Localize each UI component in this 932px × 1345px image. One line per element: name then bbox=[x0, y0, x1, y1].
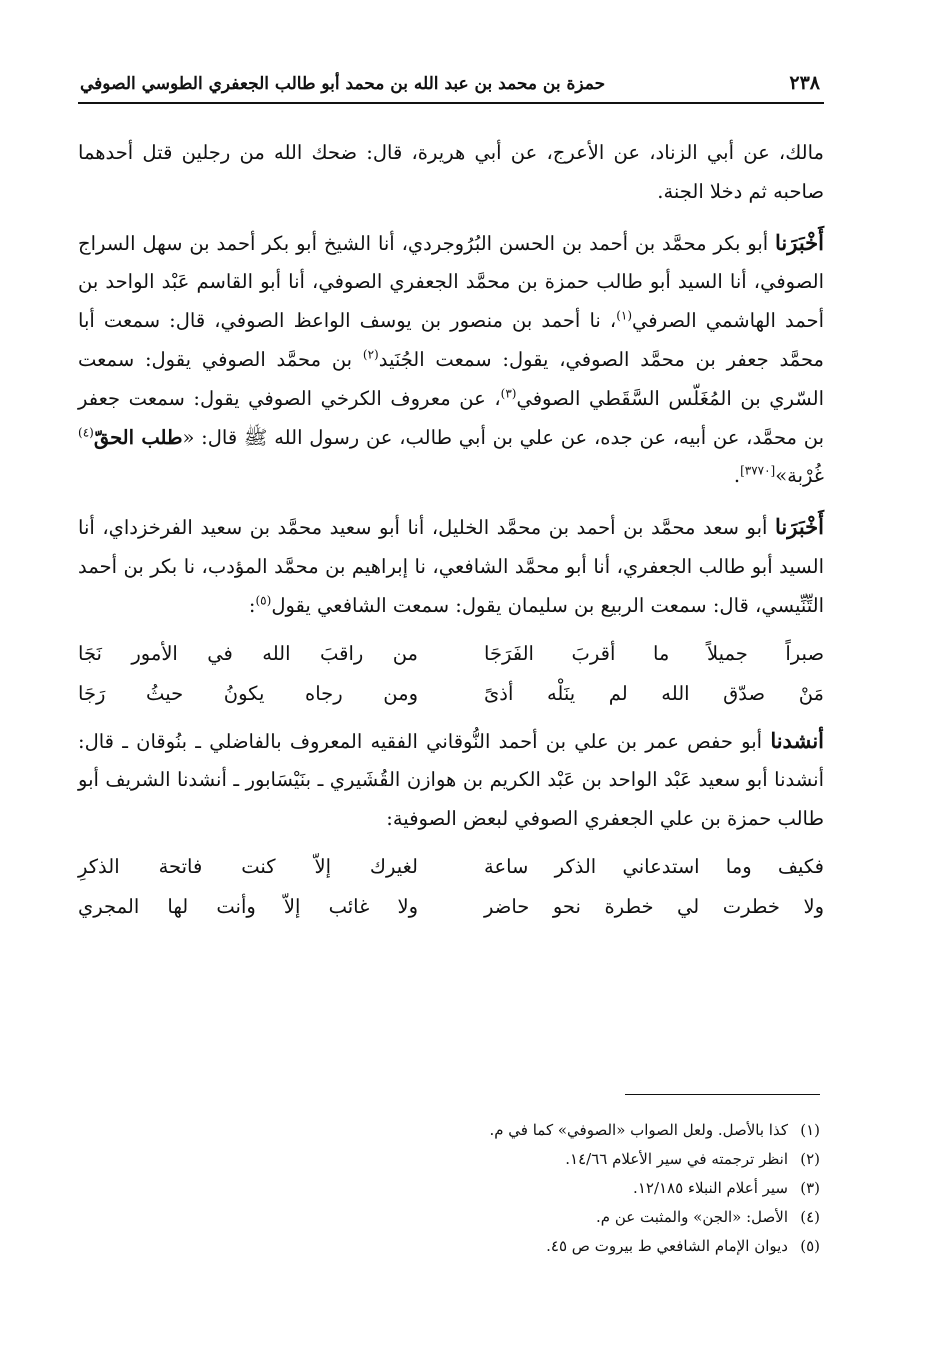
footnote-text: الأصل: «الجن» والمثبت عن م. bbox=[596, 1208, 788, 1226]
footnote-text: انظر ترجمته في سير الأعلام ١٤/٦٦. bbox=[565, 1150, 788, 1168]
footnote-number: (٢) bbox=[800, 1150, 820, 1168]
paragraph-2-text-a: أبو بكر محمَّد بن أحمد بن الحسن البُرُوجردي، أنا الشيخ أبو بكر أحمد بن سهل السراج الصوفي، أنا السيد أبو طالب حمزة بن محمَّد الجعفري الصوفي، أنا أبو القاسم عَبْد الواحد بن أحمد الهاشمي الصرفي bbox=[78, 231, 824, 333]
poem-2 bbox=[78, 847, 824, 927]
verse-first-hemistich: صبراً جميلاً ما أقربَ الفَرَجَا bbox=[484, 641, 824, 665]
footnote bbox=[220, 1116, 820, 1145]
paragraph-2-text-c: بن محمَّد الصوفي يقول: سمعت السّري بن المُغَلّس السَّقَطي الصوفي bbox=[78, 347, 825, 410]
footnote-divider bbox=[625, 1094, 820, 1095]
verse-line bbox=[78, 887, 824, 927]
paragraph-2-text-e: غُرْبة» bbox=[775, 464, 824, 488]
paragraph-3-end: : bbox=[248, 593, 256, 617]
footnote-ref-5[interactable]: (٥) bbox=[255, 593, 272, 608]
verse-second-hemistich: ولا غائب إلاّ وأنت لها المجري bbox=[78, 894, 418, 918]
footnote bbox=[220, 1174, 820, 1203]
paragraph-4 bbox=[78, 722, 824, 839]
paragraph-3-lead: أَخْبَرَنا bbox=[775, 514, 824, 540]
verse-first-hemistich: فكيف وما استدعاني الذكر ساعة bbox=[484, 854, 824, 878]
footnote-text: ديوان الإمام الشافعي ط بيروت ص ٤٥. bbox=[546, 1237, 788, 1255]
paragraph-2-text-d: ، عن معروف الكرخي الصوفي يقول: سمعت جعفر بن محمَّد، عن أبيه، عن جده، عن علي بن أبي طالب، عن رسول الله ﷺ قال: « bbox=[78, 386, 824, 449]
footnote-ref-1[interactable]: (١) bbox=[616, 308, 633, 323]
footnote-ref-3[interactable]: (٣) bbox=[500, 386, 517, 401]
running-title: حمزة بن محمد بن عبد الله بن محمد أبو طالب الجعفري الطوسي الصوفي bbox=[80, 74, 606, 94]
footnotes bbox=[220, 1116, 820, 1261]
poem-1 bbox=[78, 634, 824, 714]
paragraph-2-end: . bbox=[733, 464, 741, 488]
verse-second-hemistich: من راقبَ الله في الأمور نَجَا bbox=[78, 641, 418, 665]
paragraph-3-text: أبو سعد محمَّد بن أحمد بن محمَّد الخليل، أنا أبو سعيد محمَّد بن سعيد الفرخزداي، أنا السيد أبو طالب الجعفري، أنا أبو محمَّد الشافعي، نا إبراهيم بن محمَّد المؤدب، نا بكر بن أحمد التِّنِّيسي، قال: سمعت الربيع بن سليمان يقول: سمعت الشافعي يقول bbox=[78, 516, 824, 617]
paragraph-1 bbox=[78, 134, 824, 212]
paragraph-2-lead: أَخْبَرَنا bbox=[775, 229, 824, 255]
paragraph-2-text-b: ، نا أحمد بن منصور بن يوسف الواعظ الصوفي، قال: سمعت أبا محمَّد جعفر بن محمَّد الصوفي، يقول: سمعت الجُنَيد bbox=[78, 309, 824, 371]
paragraph-1-text: مالك، عن أبي الزناد، عن الأعرج، عن أبي هريرة، قال: ضحك الله من رجلين قتل أحدهما صاحبه ثم دخلا الجنة. bbox=[78, 141, 824, 203]
verse-first-hemistich: ولا خطرت لي خطرة نحو حاضر bbox=[484, 894, 824, 918]
footnote-number: (١) bbox=[800, 1121, 820, 1139]
verse-line bbox=[78, 634, 824, 674]
paragraph-3 bbox=[78, 508, 824, 625]
verse-second-hemistich: لغيرك إلاّ كنت فاتحة الذكرِ bbox=[78, 854, 418, 878]
page-header bbox=[78, 70, 824, 104]
footnote-number: (٥) bbox=[800, 1237, 820, 1255]
verse-second-hemistich: ومن رجاه يكونُ حيثُ رَجَا bbox=[78, 681, 418, 705]
footnote-ref-4[interactable]: (٤) bbox=[78, 425, 94, 440]
verse-line bbox=[78, 674, 824, 714]
footnote-ref-2[interactable]: (٢) bbox=[362, 347, 379, 362]
footnote-text: سير أعلام النبلاء ١٢/١٨٥. bbox=[633, 1179, 788, 1197]
footnote bbox=[220, 1203, 820, 1232]
paragraph-2 bbox=[78, 224, 824, 497]
footnote-number: (٣) bbox=[800, 1179, 820, 1197]
paragraph-4-text: أبو حفص عمر بن علي بن أحمد النُّوقاني الفقيه المعروف بالفاضلي ـ بنُوقان ـ قال: أنشدنا أبو سعيد عَبْد الواحد بن عَبْد الكريم بن هوازن القُشَيري ـ بنَيْسَابور ـ أنشدنا الشريف أبو طالب حمزة بن علي الجعفري الصوفي لبعض الصوفية: bbox=[78, 729, 824, 831]
footnote bbox=[220, 1145, 820, 1174]
main-text bbox=[78, 134, 824, 935]
paragraph-4-lead: أنشدنا bbox=[770, 727, 824, 753]
verse-first-hemistich: مَنْ صدّق الله لم ينَلْه أذىً bbox=[484, 681, 824, 705]
page-number: ٢٣٨ bbox=[789, 72, 820, 94]
hadith-number: [٣٧٧٠] bbox=[740, 463, 776, 478]
hadith-text: طلب الحقّ bbox=[93, 425, 183, 449]
footnote-text: كذا بالأصل. ولعل الصواب «الصوفي» كما في م. bbox=[489, 1121, 788, 1139]
footnote-number: (٤) bbox=[800, 1208, 820, 1226]
verse-line bbox=[78, 847, 824, 887]
footnote bbox=[220, 1232, 820, 1261]
